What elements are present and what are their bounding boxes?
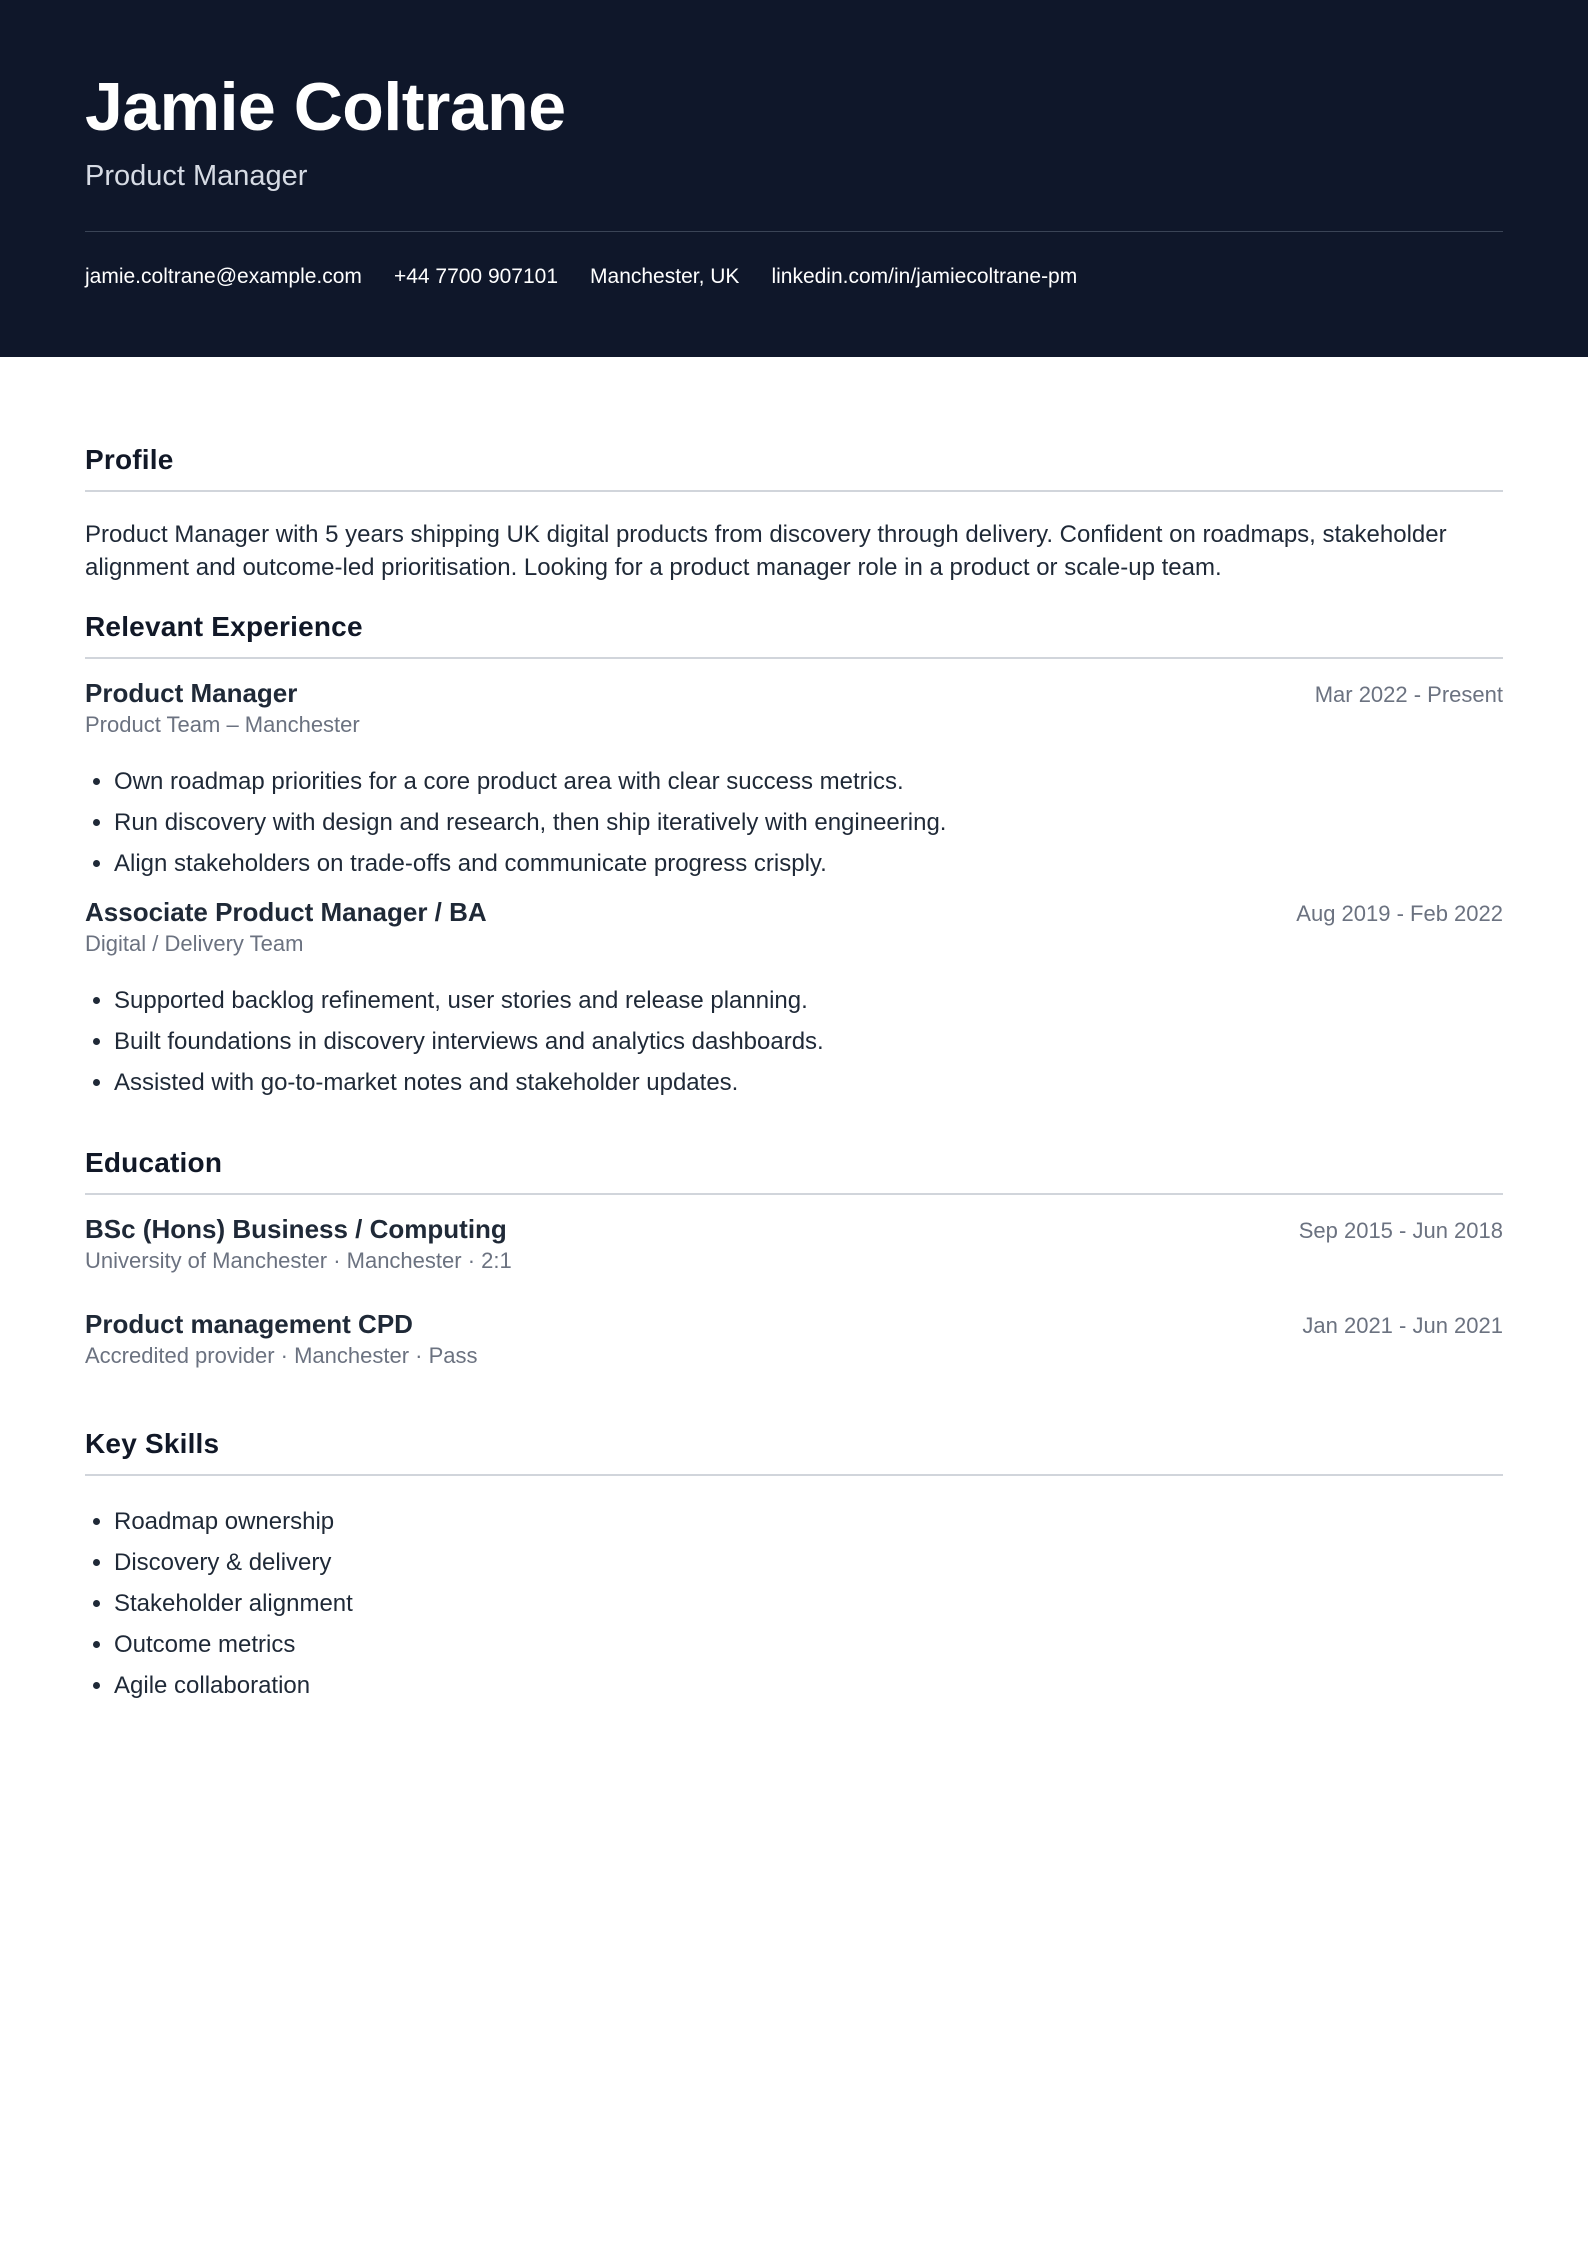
list-item: • Discovery & delivery bbox=[114, 1542, 1503, 1583]
list-item: • Stakeholder alignment bbox=[114, 1583, 1503, 1624]
contact-list bbox=[85, 262, 1077, 292]
section-heading-profile: Profile bbox=[85, 444, 174, 475]
list-item: • Run discovery with design and research, then ship iteratively with engineering. bbox=[114, 802, 1503, 843]
education-institution: University of Manchester · Manchester · 2:1 bbox=[85, 1248, 512, 1273]
profile-section bbox=[85, 357, 1503, 584]
job-team: Product Team – Manchester bbox=[85, 712, 360, 737]
job-title: Product Manager bbox=[85, 678, 298, 708]
contact-linkedin: linkedin.com/in/jamiecoltrane-pm bbox=[771, 265, 1078, 288]
section-divider bbox=[85, 490, 1503, 492]
education-section bbox=[85, 1145, 1503, 1371]
section-heading-education: Education bbox=[85, 1147, 223, 1178]
section-divider bbox=[85, 1193, 1503, 1195]
job-team: Digital / Delivery Team bbox=[85, 931, 304, 956]
degree-title: BSc (Hons) Business / Computing bbox=[85, 1214, 507, 1244]
skills-section bbox=[85, 1426, 1503, 1706]
list-item: • Outcome metrics bbox=[114, 1624, 1503, 1665]
list-item: • Assisted with go-to-market notes and stakeholder updates. bbox=[114, 1062, 1503, 1103]
section-divider bbox=[85, 1474, 1503, 1476]
education-entry bbox=[85, 1307, 1503, 1371]
list-item: • Agile collaboration bbox=[114, 1665, 1503, 1706]
contact-email: jamie.coltrane@example.com bbox=[85, 265, 362, 288]
education-dates: Jan 2021 - Jun 2021 bbox=[1302, 1313, 1503, 1338]
list-item: • Supported backlog refinement, user stories and release planning. bbox=[114, 980, 1503, 1021]
education-entry bbox=[85, 1212, 1503, 1276]
section-divider bbox=[85, 657, 1503, 659]
resume-header bbox=[0, 0, 1588, 357]
candidate-title: Product Manager bbox=[85, 160, 308, 192]
profile-summary: Product Manager with 5 years shipping UK digital products from discovery through delivery. Confident on roadmaps, stakeholder alignment and outcome-led prioritisation. Looking for a product manager role in a product or scale-up team. bbox=[85, 521, 1447, 581]
job-bullets bbox=[85, 980, 1503, 1103]
job-title: Associate Product Manager / BA bbox=[85, 897, 487, 927]
skills-list bbox=[85, 1501, 1503, 1706]
job-dates: Aug 2019 - Feb 2022 bbox=[1296, 901, 1503, 926]
experience-entry bbox=[85, 895, 1503, 1103]
contact-location: Manchester, UK bbox=[590, 265, 740, 288]
section-heading-experience: Relevant Experience bbox=[85, 611, 363, 642]
candidate-name: Jamie Coltrane bbox=[85, 69, 566, 145]
list-item: • Align stakeholders on trade-offs and communicate progress crisply. bbox=[114, 843, 1503, 884]
header-divider bbox=[85, 231, 1503, 232]
education-institution: Accredited provider · Manchester · Pass bbox=[85, 1343, 478, 1368]
contact-phone: +44 7700 907101 bbox=[393, 265, 559, 288]
experience-section bbox=[85, 609, 1503, 1103]
section-heading-skills: Key Skills bbox=[85, 1428, 220, 1459]
list-item: • Roadmap ownership bbox=[114, 1501, 1503, 1542]
resume-body bbox=[0, 357, 1588, 1706]
education-dates: Sep 2015 - Jun 2018 bbox=[1298, 1218, 1503, 1243]
degree-title: Product management CPD bbox=[85, 1309, 413, 1339]
list-item: • Own roadmap priorities for a core product area with clear success metrics. bbox=[114, 761, 1503, 802]
list-item: • Built foundations in discovery interviews and analytics dashboards. bbox=[114, 1021, 1503, 1062]
experience-entry bbox=[85, 676, 1503, 884]
job-bullets bbox=[85, 761, 1503, 884]
job-dates: Mar 2022 - Present bbox=[1314, 682, 1503, 707]
